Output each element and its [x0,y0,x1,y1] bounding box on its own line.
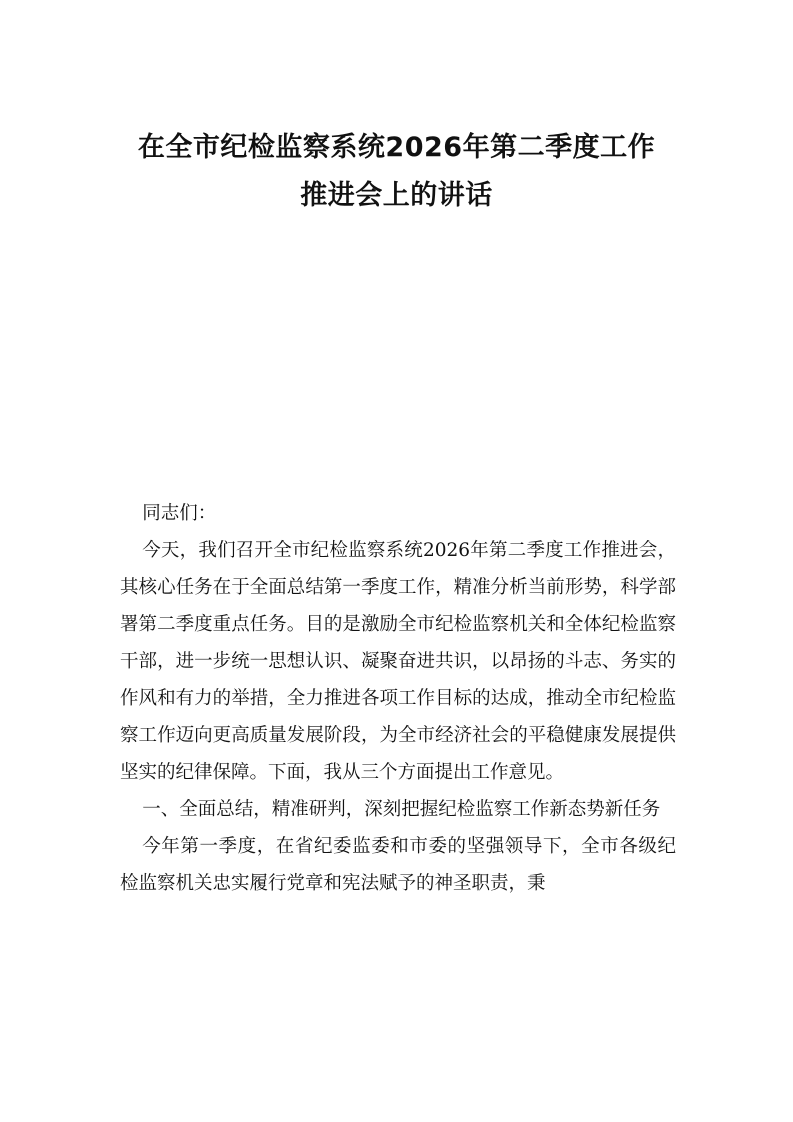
paragraph-section-1: 今年第一季度，在省纪委监委和市委的坚强领导下，全市各级纪检监察机关忠实履行党章和宪法赋予的神圣职责，秉 [120,836,676,894]
title-line-1: 在全市纪检监察系统2026年第二季度工作 [137,132,656,163]
paragraph-opening: 今天，我们召开全市纪检监察系统2026年第二季度工作推进会，其核心任务在于全面总结第一季度工作，精准分析当前形势，科学部署第二季度重点任务。目的是激励全市纪检监察机关和全体纪检监察干部，进一步统一思想认识、凝聚奋进共识，以昂扬的斗志、务实的作风和有力的举措，全力推进各项工作目标的达成，推动全市纪检监察工作迈向更高质量发展阶段，为全市经济社会的平稳健康发展提供坚实的纪律保障。下面，我从三个方面提出工作意见。 [120,540,676,783]
section-heading-1: 一、全面总结，精准研判，深刻把握纪检监察工作新态势新任务 [142,799,661,820]
title-line-2: 推进会上的讲话 [300,180,493,211]
document-title [100,124,693,220]
document-body [120,495,676,902]
greeting: 同志们： [142,503,217,524]
